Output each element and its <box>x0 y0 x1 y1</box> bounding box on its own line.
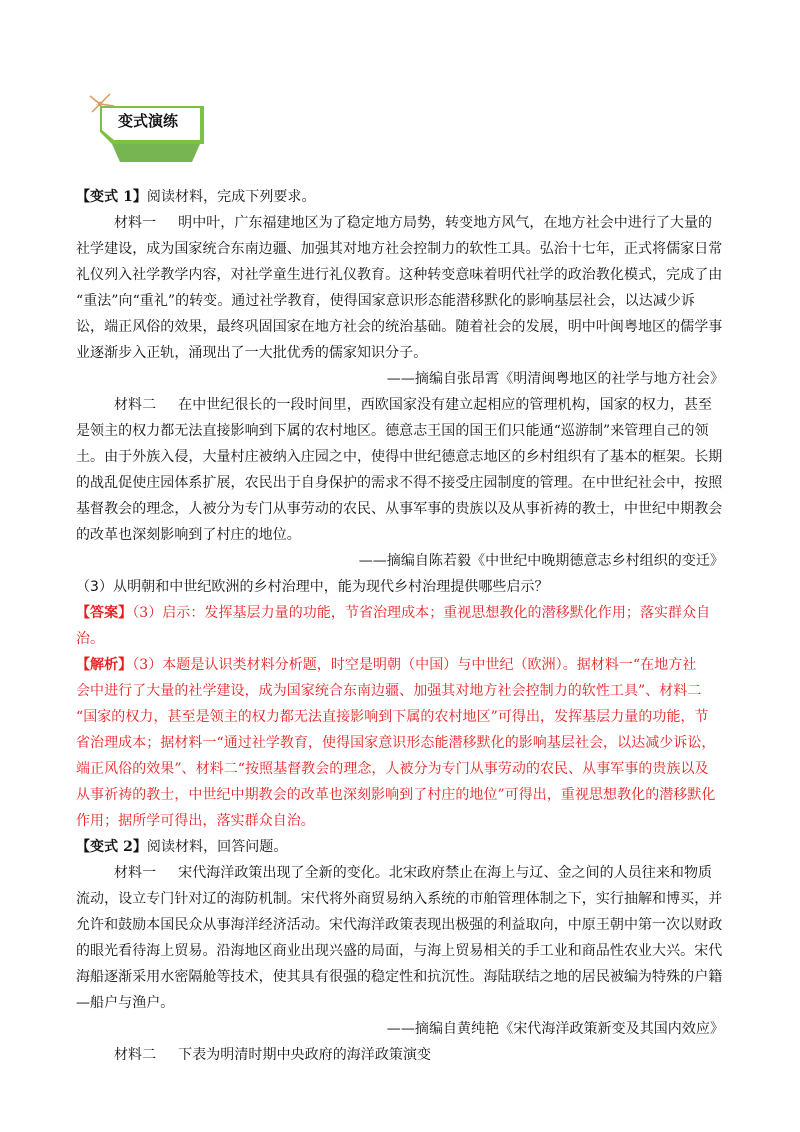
exercise-1-heading <box>76 184 724 210</box>
paragraph-line: —船户与渔户。 <box>76 995 175 1011</box>
paragraph-line: 允许和鼓励本国民众从事海洋经济活动。宋代海洋政策表现出极强的利益取向，中原王朝中第一次以财政 <box>76 917 723 933</box>
analysis-line: 端正风俗的效果”、材料二“按照基督教会的理念，人被分为专门从事劳动的农民、从事军事的贵族以及 <box>76 761 709 777</box>
paragraph-line: 业逐渐步入正轨，涌现出了一大批优秀的儒家知识分子。 <box>76 345 428 361</box>
exercise-2-prompt: 阅读材料，回答问题。 <box>146 839 288 855</box>
paragraph-line: 流动，设立专门针对辽的海防机制。宋代将外商贸易纳入系统的市舶管理体制之下，实行抽解和博买，并 <box>76 891 723 907</box>
source-citation: ——摘编自黄纯艳《宋代海洋政策新变及其国内效应》 <box>386 1021 724 1037</box>
material-label: 材料一 <box>114 215 157 231</box>
paragraph-line: 的改革也深刻影响到了村庄的地位。 <box>76 527 301 543</box>
analysis-label: 【解析】 <box>76 657 133 673</box>
answer-line: 治。 <box>76 631 105 647</box>
ex1-material-2 <box>76 392 724 574</box>
analysis-line: 从事祈祷的教士，中世纪中期教会的改革也深刻影响到了村庄的地位”可得出，重视思想教化的潜移默化 <box>76 787 716 803</box>
paragraph-line: 海船逐渐采用水密隔舱等技术，使其具有很强的稳定性和抗沉性。海陆联结之地的居民被编为特殊的户籍 <box>76 969 723 985</box>
document-body <box>76 184 724 1068</box>
exercise-2-heading <box>76 834 724 860</box>
banner-title: 变式演练 <box>117 112 178 130</box>
answer-label: 【答案】 <box>76 605 133 621</box>
ex1-material-1 <box>76 210 724 392</box>
source-citation: ——摘编自陈若毅《中世纪中晚期德意志乡村组织的变迁》 <box>358 553 724 569</box>
paragraph-line: 的战乱促使庄园体系扩展，农民出于自身保护的需求不得不接受庄园制度的管理。在中世纪社会中，按照 <box>76 475 723 491</box>
question-text: （3）从明朝和中世纪欧洲的乡村治理中，能为现代乡村治理提供哪些启示？ <box>76 579 549 595</box>
answer-block: 【答案】（3）启示：发挥基层力量的功能，节省治理成本；重视思想教化的潜移默化作用；落实群众自 治。 <box>76 600 724 652</box>
analysis-line: 作用；据所学可得出，落实群众自治。 <box>76 813 315 829</box>
material-label: 材料二 <box>114 397 157 413</box>
material-label: 材料一 <box>114 865 157 881</box>
paragraph-line: 的眼光看待海上贸易。沿海地区商业出现兴盛的局面，与海上贸易相关的手工业和商品性农业大兴。宋代 <box>76 943 723 959</box>
paragraph-line: 材料一 宋代海洋政策出现了全新的变化。北宋政府禁止在海上与辽、金之间的人员往来和物质 <box>114 865 713 881</box>
analysis-line: “国家的权力，甚至是领主的权力都无法直接影响到下属的农村地区”可得出，发挥基层力量的功能，节 <box>76 709 709 725</box>
paragraph-line: 社学建设，成为国家统合东南边疆、加强其对地方社会控制力的软性工具。弘治十七年，正式将儒家日常 <box>76 241 723 257</box>
exercise-2-label: 【变式 2】 <box>76 839 147 855</box>
paragraph-line: 土。由于外族入侵，大量村庄被纳入庄园之中，使得中世纪德意志地区的乡村组织有了基本的框架。长期 <box>76 449 723 465</box>
paragraph-line: 讼，端正风俗的效果，最终巩固国家在地方社会的统治基础。随着社会的发展，明中叶闽粤地区的儒学事 <box>76 319 723 335</box>
material-label: 材料二 <box>114 1047 157 1063</box>
paragraph-line: “重法”向“重礼”的转变。通过社学教育，使得国家意识形态能潜移默化的影响基层社会，以达减少诉 <box>76 293 695 309</box>
paragraph-line: 材料二 在中世纪很长的一段时间里，西欧国家没有建立起相应的管理机构，国家的权力，甚至 <box>114 397 713 413</box>
paragraph-line: 是领主的权力都无法直接影响到下属的农村地区。德意志王国的国王们只能通“巡游制”来管理自己的领 <box>76 423 709 439</box>
exercise-1-prompt: 阅读材料，完成下列要求。 <box>146 189 316 205</box>
analysis-block: 【解析】（3）本题是认识类材料分析题，时空是明朝（中国）与中世纪（欧洲）。据材料一“在地方社 会中进行了大量的社学建设，成为国家统合东南边疆、加强其对地方社会控制力的软性工具”、材料二 “国家的权力，甚至是领主的权力都无法直接影响到下属的农村地区”可得出，发挥基层力量的功能，节 省治理成本；据材料一“通过社学教育，使得国家意识形态能潜移默化的影响基层社会，以达减少诉讼， 端正风俗的效果”、材料二“按照基督教会的理念，人被分为专门从事劳动的农民、从事军事的贵族以及 从事祈祷的教士，中世纪中期教会的改革也深刻影响到了村庄的地位”可得出，重视思想教化的潜移默化 作用；据所学可得出，落实群众自治。 <box>76 652 724 834</box>
analysis-line: 会中进行了大量的社学建设，成为国家统合东南边疆、加强其对地方社会控制力的软性工具”、材料二 <box>76 683 702 699</box>
analysis-line: 省治理成本；据材料一“通过社学教育，使得国家意识形态能潜移默化的影响基层社会，以达减少诉讼， <box>76 735 716 751</box>
ex2-material-2: 材料二 下表为明清时期中央政府的海洋政策演变 <box>114 1047 432 1063</box>
paragraph-line: 礼仪列入社学教学内容，对社学童生进行礼仪教育。这种转变意味着明代社学的政治教化模式，完成了由 <box>76 267 723 283</box>
paragraph-line: 材料一 明中叶，广东福建地区为了稳定地方局势，转变地方风气，在地方社会中进行了大量的 <box>114 215 713 231</box>
exercise-1-label: 【变式 1】 <box>76 189 147 205</box>
section-banner <box>96 104 204 164</box>
paragraph-line: 基督教会的理念，人被分为专门从事劳动的农民、从事军事的贵族以及从事祈祷的教士，中世纪中期教会 <box>76 501 723 517</box>
source-citation: ——摘编自张昂霄《明清闽粤地区的社学与地方社会》 <box>386 371 724 387</box>
ex2-material-1 <box>76 860 724 1042</box>
